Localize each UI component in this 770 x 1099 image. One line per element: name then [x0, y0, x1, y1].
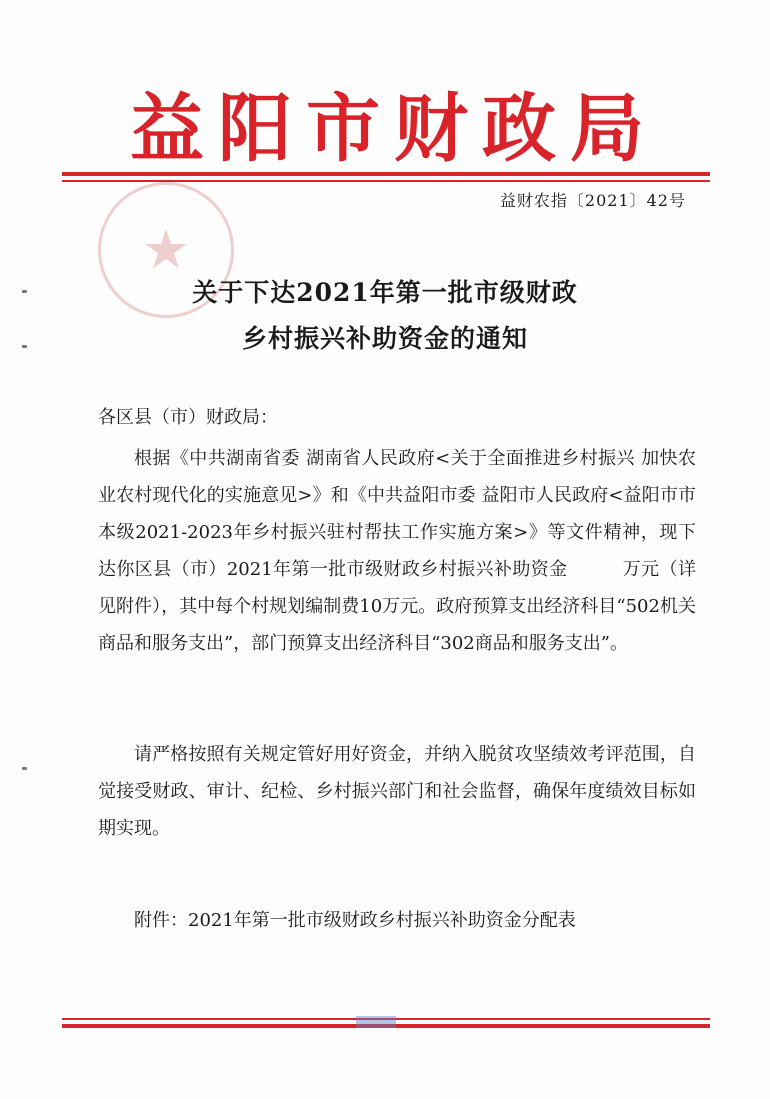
body-paragraph-1: 根据《中共湖南省委 湖南省人民政府<关于全面推进乡村振兴 加快农业农村现代化的实施意见>》和《中共益阳市委 益阳市人民政府<益阳市市本级2021-2023年乡村振兴驻村帮扶工作实施方案>》等文件精神，现下达你区县（市）2021年第一批市级财政乡村振兴补助资金 万元（详见附件），其中每个村规划编制费10万元。政府预算支出经济科目“502机关商品和服务支出”，部门预算支出经济科目“302商品和服务支出”。 — [98, 448, 696, 654]
seal-star-icon: ★ — [141, 218, 191, 281]
document-title-line-1: 关于下达2021年第一批市级财政 — [192, 278, 578, 307]
letterhead-agency-name: 益阳市财政局 — [130, 86, 658, 172]
binding-hole-mark — [22, 767, 27, 770]
binding-hole-mark — [22, 290, 27, 293]
salutation: 各区县（市）财政局： — [98, 407, 278, 428]
body-paragraph-2: 请严格按照有关规定管好用好资金，并纳入脱贫攻坚绩效考评范围，自觉接受财政、审计、纪检、乡村振兴部门和社会监督，确保年度绩效目标如期实现。 — [98, 744, 696, 839]
letterhead-rule-thick — [62, 172, 710, 176]
document-number: 益财农指〔2021〕42号 — [499, 191, 686, 210]
document-title-line-2: 乡村振兴补助资金的通知 — [241, 324, 528, 353]
binding-hole-mark — [22, 345, 27, 348]
scan-blue-mark — [356, 1016, 396, 1028]
attachment-line: 附件：2021年第一批市级财政乡村振兴补助资金分配表 — [134, 910, 576, 931]
